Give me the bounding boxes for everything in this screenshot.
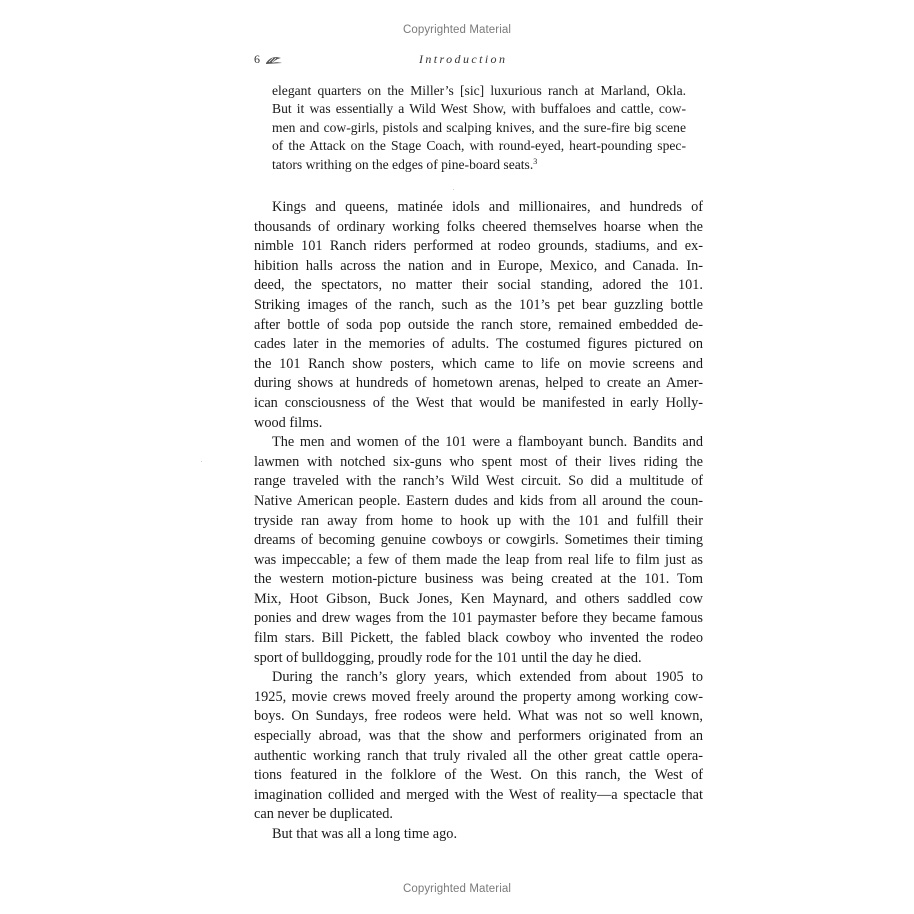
chapter-title: Introduction: [419, 52, 508, 66]
text-line: authentic working ranch that truly rivaled all the other great cattle opera-: [254, 747, 703, 764]
text-line: Kings and queens, matinée idols and millionaires, and hundreds of: [272, 199, 703, 215]
extract-line: tators writhing on the edges of pine-board seats.$^3$: [272, 156, 538, 172]
text-line: tryside ran away from home to hook up with the 101 and fulfill their: [254, 512, 703, 529]
text-line: sport of bulldogging, proudly rode for the 101 until the day he died.: [254, 649, 642, 666]
paragraph: [254, 433, 703, 668]
text-line: lawmen with notched six-guns who spent most of their lives riding the: [254, 453, 703, 470]
text-line: during shows at hundreds of hometown arenas, helped to create an Amer-: [254, 375, 703, 392]
leaf-ornament-icon: [265, 54, 283, 69]
text-line: can never be duplicated.: [254, 806, 393, 823]
text-line: tions featured in the folklore of the West. On this ranch, the West of: [254, 767, 703, 784]
copyright-watermark-top: Copyrighted Material: [402, 24, 512, 36]
text-line: Striking images of the ranch, such as the 101’s pet bear guzzling bottle: [254, 296, 703, 313]
paragraph: [254, 825, 703, 845]
text-line: But that was all a long time ago.: [272, 826, 458, 842]
scan-speck: [201, 461, 202, 462]
paragraph: [254, 198, 703, 433]
text-line: the 101 Ranch show posters, which came to life on movie screens and: [254, 355, 703, 372]
extract-line: of the Attack on the Stage Coach, with round-eyed, heart-pounding spec-: [272, 138, 686, 154]
text-line: nimble 101 Ranch riders performed at rodeo grounds, stadiums, and ex-: [254, 238, 703, 255]
text-line: range traveled with the ranch’s Wild West circuit. So did a multitude of: [254, 473, 703, 490]
scan-speck: [453, 189, 454, 190]
paragraph: [254, 668, 703, 825]
text-line: dreams of becoming genuine cowboys or cowgirls. Sometimes their timing: [254, 532, 703, 549]
text-line: cades later in the memories of adults. The costumed figures pictured on: [254, 336, 703, 353]
text-line: was impeccable; a few of them made the leap from real life to film just as: [254, 551, 703, 568]
block-quote: [272, 82, 686, 174]
text-line: thousands of ordinary working folks cheered themselves hoarse when the: [254, 218, 703, 235]
text-line: The men and women of the 101 were a flamboyant bunch. Bandits and: [272, 434, 703, 451]
text-line: ponies and drew wages from the 101 paymaster before they became famous: [254, 610, 703, 627]
extract-line: men and cow-girls, pistols and scalping knives, and the sure-fire big scene: [272, 119, 686, 135]
page-number: 6: [254, 52, 260, 66]
extract-line: elegant quarters on the Miller’s [sic] luxurious ranch at Marland, Okla.: [272, 83, 686, 98]
text-line: Native American people. Eastern dudes and kids from all around the coun-: [254, 492, 703, 509]
copyright-watermark-bottom: Copyrighted Material: [402, 883, 512, 895]
body-text: [254, 198, 703, 845]
text-line: hibition halls across the nation and in Europe, Mexico, and Canada. In-: [254, 257, 703, 274]
text-line: film stars. Bill Pickett, the fabled black cowboy who invented the rodeo: [254, 630, 703, 647]
text-line: Mix, Hoot Gibson, Buck Jones, Ken Maynard, and others saddled cow: [254, 590, 703, 607]
text-line: imagination collided and merged with the West of reality—a spectacle that: [254, 786, 703, 803]
text-line: after bottle of soda pop outside the ranch store, remained embedded de-: [254, 316, 703, 333]
text-line: During the ranch’s glory years, which extended from about 1905 to: [272, 669, 703, 686]
running-head: [254, 52, 704, 68]
text-line: boys. On Sundays, free rodeos were held. What was not so well known,: [254, 708, 703, 725]
text-line: the western motion-picture business was being created at the 101. Tom: [254, 571, 703, 588]
text-line: deed, the spectators, no matter their social standing, adored the 101.: [254, 277, 703, 294]
text-line: especially abroad, was that the show and performers originated from an: [254, 728, 703, 745]
text-line: 1925, movie crews moved freely around the property among working cow-: [254, 688, 703, 705]
extract-line: But it was essentially a Wild West Show, with buffaloes and cattle, cow-: [272, 101, 686, 117]
footnote-reference[interactable]: 3: [533, 156, 538, 166]
text-line: wood films.: [254, 414, 323, 431]
text-line: ican consciousness of the West that would be manifested in early Holly-: [254, 394, 703, 411]
